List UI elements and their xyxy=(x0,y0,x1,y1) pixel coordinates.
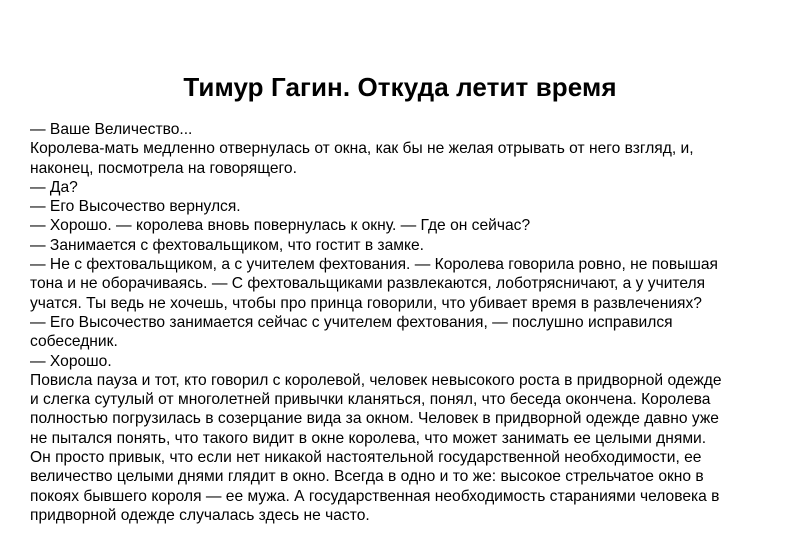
text-line: — Ваше Величество... xyxy=(30,121,193,138)
text-line: величество целыми днями глядит в окно. Всегда в одно и то же: высокое стрельчатое окно в xyxy=(30,468,704,486)
text-line: — Хорошо. xyxy=(30,352,112,370)
text-line: Повисла пауза и тот, кто говорил с королевой, человек невысокого роста в придворной одежде xyxy=(30,371,722,389)
document-body xyxy=(30,120,790,525)
text-line: — Хорошо. — королева вновь повернулась к окну. — Где он сейчас? xyxy=(30,217,531,235)
text-line: — Занимается с фехтовальщиком, что гостит в замке. xyxy=(30,236,424,254)
text-line: Он просто привык, что если нет никакой настоятельной государственной необходимости, ее xyxy=(30,449,702,467)
text-line: — Его Высочество вернулся. xyxy=(30,198,241,216)
text-line: тона и не оборачиваясь. — С фехтовальщиками развлекаются, лоботрясничают, а у учителя xyxy=(30,275,706,293)
text-line: наконец, посмотрела на говорящего. xyxy=(30,159,297,177)
text-line: — Не с фехтовальщиком, а с учителем фехтования. — Королева говорила ровно, не повышая xyxy=(30,256,718,274)
text-line: покоях бывшего короля — ее мужа. А государственная необходимость стараниями человека в xyxy=(30,487,720,505)
document-title: Тимур Гагин. Откуда летит время xyxy=(183,72,617,102)
text-line: не пытался понять, что такого видит в окне королева, что может занимать ее целыми днями. xyxy=(30,429,707,447)
text-line: учатся. Ты ведь не хочешь, чтобы про принца говорили, что убивает время в развлечениях? xyxy=(30,294,702,312)
text-line: придворной одежде случалась здесь не часто. xyxy=(30,506,370,524)
text-line: Королева-мать медленно отвернулась от окна, как бы не желая отрывать от него взгляд, и, xyxy=(30,140,694,158)
text-line: собеседник. xyxy=(30,333,118,351)
text-line: — Его Высочество занимается сейчас с учителем фехтования, — послушно исправился xyxy=(30,313,673,331)
text-line: полностью погрузилась в созерцание вида за окном. Человек в придворной одежде давно уже xyxy=(30,410,719,428)
text-line: — Да? xyxy=(30,178,78,196)
text-line: и слегка сутулый от многолетней привычки кланяться, понял, что беседа окончена. Королева xyxy=(30,391,711,409)
